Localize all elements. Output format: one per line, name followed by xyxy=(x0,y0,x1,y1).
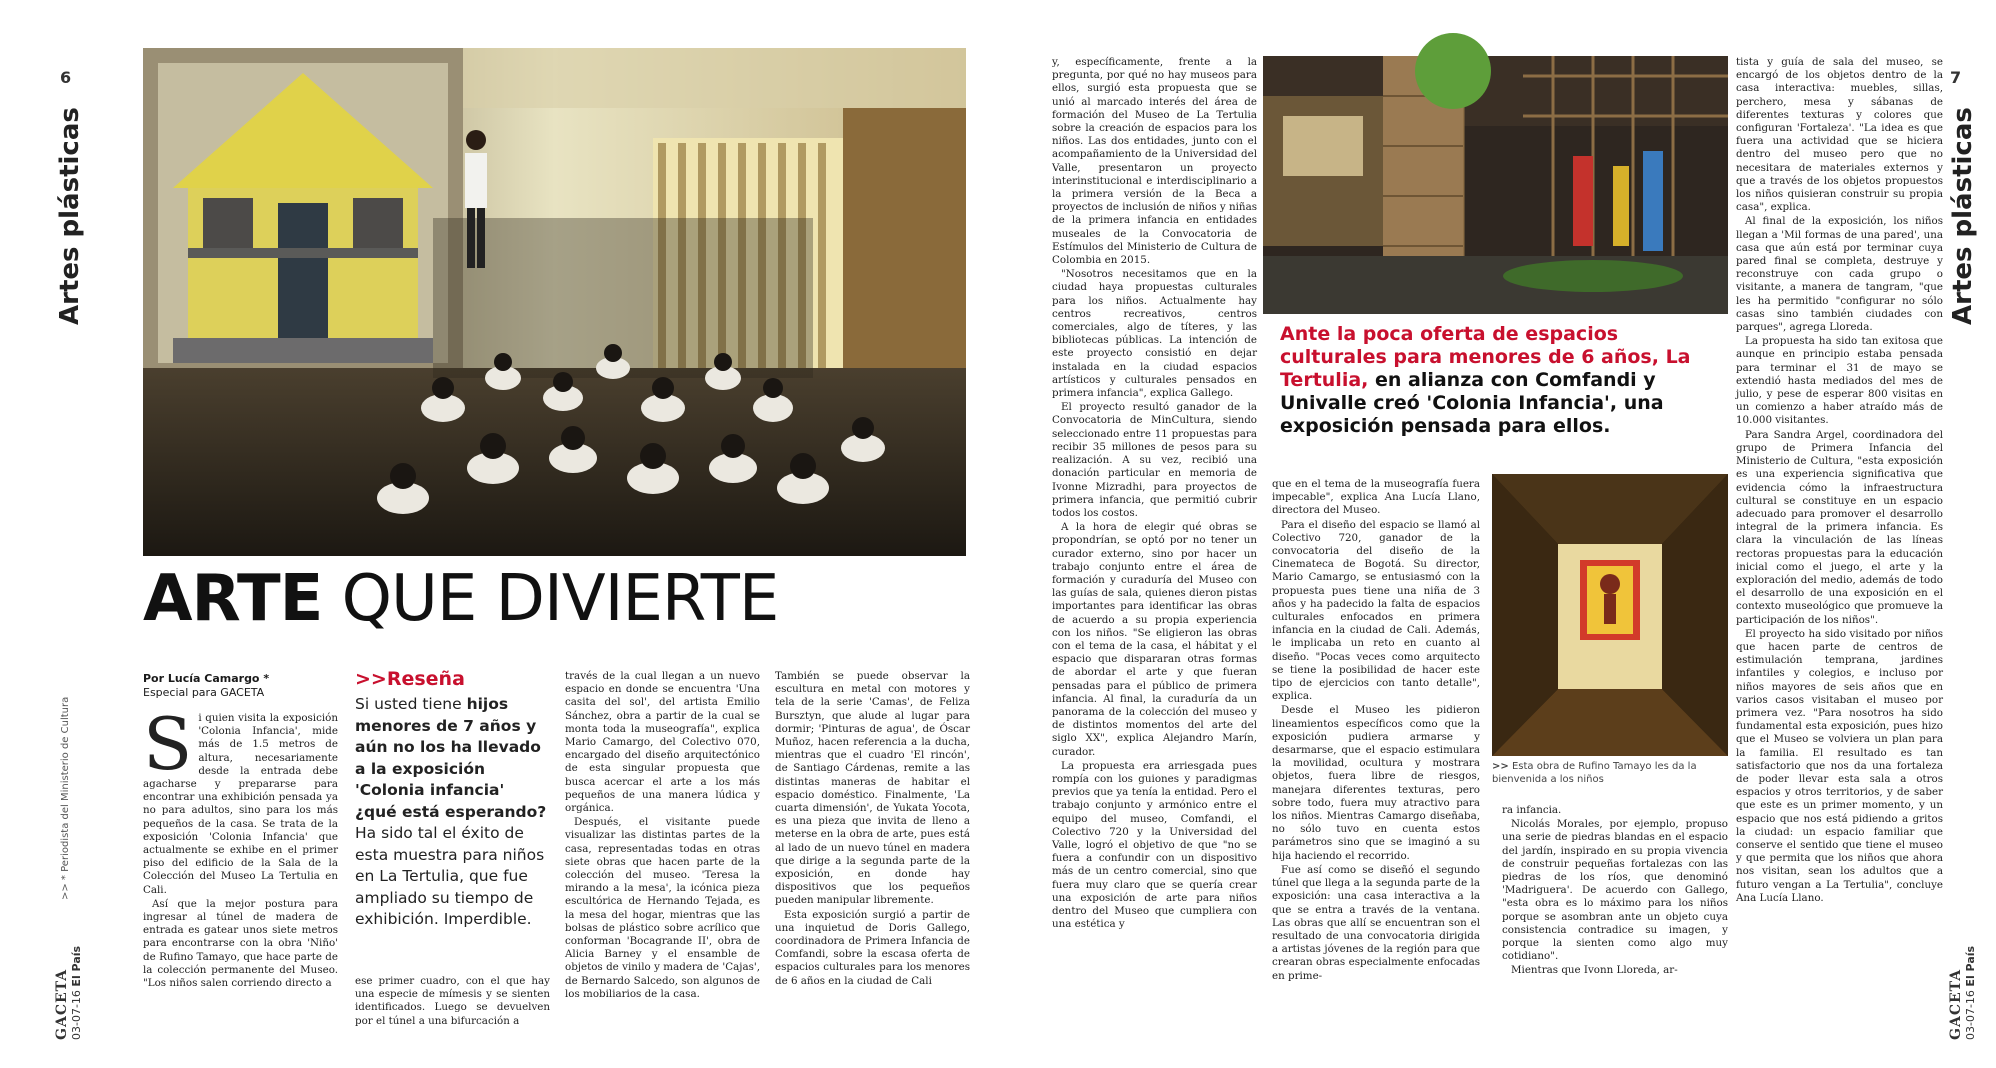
section-label-left: Artes plásticas xyxy=(55,107,85,325)
footer-left xyxy=(54,969,70,1040)
pull-quote xyxy=(1280,323,1730,438)
tamayo-photo xyxy=(1492,474,1728,756)
page-number-right: 7 xyxy=(1950,68,1962,87)
byline-role: Especial para GACETA xyxy=(143,686,265,699)
article-column-5: y, específicamente, frente a la pregunta, por qué no hay museos para ellos, surgió esta propuesta que se unió al marcado interés del área de formación del Museo de La Tertulia sobre la creación de espacios para los niños. Las dos entidades, junto con el acompañamiento de la Universidad del Valle, presentaron un proyecto interinstitucional e interdisciplinario a la primera versión de la Beca a proyectos de inclusión de niños y niñas de la primera infancia en entidades museales de la Convocatoria de Estímulos del Ministerio de Cultura de Colombia en 2015. "Nosotros necesitamos que en la ciudad haya propuestas culturales para los niños. Actualmente hay centros recreativos, centros comerciales, algo de títeres, y las bibliotecas públicas. La intención de este proyecto consistió en dejar instalada en la ciudad espacios artísticos y culturales pensados en primera infancia", explica Gallego. El proyecto resultó ganador de la Convocatoria de MinCultura, siendo seleccionado entre 11 propuestas para recibir 35 millones de pesos para su realización. A su vez, recibió una donación particular en memoria de Ivonne Mizradhi, para proyectos de primera infancia, que permitió cubrir todos los costos. A la hora de elegir qué obras se propondrían, se optó por no tener un curador externo, sino por hacer un trabajo conjunto entre el área de formación y curaduría del Museo con las guías de sala, quienes dieron pistas importantes para identificar las obras de acuerdo a su propia experiencia con los niños. "Se eligieron las obras con el tema de la casa, el hábitat y el espacio que dispararan otras formas de abordar el arte y que fueran pensadas para el público de primera infancia. Al final, la curaduría da un panorama de la colección del museo y de distintos momentos del arte del siglo XX", explica Alejandro Marín, curador. La propuesta era arriesgada pues rompía con los guiones y paradigmas previos que ya tenía la entidad. Pero el trabajo conjunto y armónico entre el equipo del museo, Comfandi, el Colectivo 720 y la Universidad del Valle, logró el objetivo de que "no se fuera a confundir con un dispositivo más de un centro comercial, sino que fuera muy claro que se quería crear una exposición de arte para niños dentro del Museo que cumpliera con una estética y xyxy=(1052,56,1257,931)
dropcap: S xyxy=(143,702,193,786)
right-page xyxy=(990,0,1996,1068)
caption-arrow-icon: >> xyxy=(1492,761,1509,772)
footer-date-right: 03-07-16 El País xyxy=(1964,945,1977,1040)
article-column-7: ra infancia. Nicolás Morales, por ejemplo, propuso una serie de piedras blandas en el espacio del jardín, inspirado en su propia vivencia de construir pequeñas fortalezas con las piedras de los ríos, que denominó 'Madriguera'. De acuerdo con Gallego, "esta obra es lo máximo para los niños porque se asombran ante un objeto cuya consistencia contradice su imagen, y porque la sienten como algo muy cotidiano". Mientras que Ivonn Lloreda, ar- xyxy=(1502,804,1728,977)
headline xyxy=(143,560,778,638)
exhibit-photo xyxy=(1263,56,1728,314)
pull-quote-rest: en alianza con Comfandi y Univalle creó 'Colonia Infancia', una exposición pensada para ellos. xyxy=(1280,369,1664,437)
photo-credit: >> * Periodista del Ministerio de Cultura xyxy=(60,696,71,900)
footer-brand-left: GACETA xyxy=(54,968,70,1040)
article-column-6: que en el tema de la museografía fuera impecable", explica Ana Lucía Llano, directora del Museo. Para el diseño del espacio se llamó al Colectivo 720, ganador de la convocatoria del diseño de la Cinemateca de Bogotá. Su director, Mario Camargo, se entusiasmó con la propuesta pues tiene una niña de 3 años y ha padecido la falta de espacios culturales enfocados en primera infancia en la ciudad de Cali. Además, le implicaba un reto en cuanto al diseño. "Pocas veces como arquitecto se tiene la posibilidad de hacer este tipo de ejercicios con tanto detalle", explica. Desde el Museo les pidieron lineamientos específicos como que la exposición pudiera armarse y desarmarse, que el espacio estimulara la movilidad, ocultura y mostrara objetos, fuera libre de riesgos, manejara diferentes texturas, pero sobre todo, fuera muy atractivo para los niños. Mientras Camargo diseñaba, no sólo tuvo en cuenta estos parámetros sino que se imaginó a su hija haciendo el recorrido. Fue así como se diseñó el segundo túnel que llega a la segunda parte de la exposición: una casa interactiva a la que se entra a través de la ventana. Las obras que allí se encuentran son el resultado de una convocatoria dirigida a artistas jóvenes de la región para que crearan obras especialmente enfocadas en prime- xyxy=(1272,478,1480,982)
article-column-1: Si quien visita la exposición 'Colonia Infancia', mide más de 1.5 metros de altura, necesariamente desde la entrada debe agacharse y prepararse para encontrar una exhibición pensada ya no para adultos, sino para los más pequeños de la casa. Se trata de la exposición 'Colonia Infancia' que actualmente se exhibe en el primer piso del edificio de la Sala de la Colección del Museo La Tertulia en Cali. Así que la mejor postura para ingresar al túnel de madera de entrada es gatear unos siete metros para encontrarse con la obra 'Niño' de Rufino Tamayo, que hace parte de la colección permanente del Museo. "Los niños salen corriendo directo a xyxy=(143,702,338,990)
footer-brand-right: GACETA xyxy=(1948,968,1964,1040)
section-label-right: Artes plásticas xyxy=(1948,107,1978,325)
credit-arrow-icon: >> xyxy=(60,880,71,900)
pull-quote-highlight: Ante la poca oferta de espacios culturales para menores de 6 años, La Tertulia, xyxy=(1280,323,1691,391)
footer-date-left: 03-07-16 El País xyxy=(70,945,83,1040)
left-page xyxy=(0,0,990,1068)
footer-right xyxy=(1948,969,1964,1040)
article-column-2-bottom: ese primer cuadro, con el que hay una especie de mímesis y se sienten identificados. Luego se devuelven por el túnel a una bifurcación a xyxy=(355,975,550,1027)
article-column-3: través de la cual llegan a un nuevo espacio en donde se encuentra 'Una casita del sol', del artista Emilio Sánchez, obra a partir de la cual se monta toda la museografía", explica Mario Camargo, del Colectivo 070, encargado del diseño arquitectónico de esta singular propuesta que busca acercar el arte a los más pequeños de una manera lúdica y orgánica. Después, el visitante puede visualizar las distintas partes de la casa, representadas todas en otras siete obras que hacen parte de la colección del museo. 'Teresa la mirando a la mesa', la icónica pieza escultórica de Hernando Tejada, es la mesa del hogar, mientras que las bolsas de plástico sobre acrílico que conforman 'Bocagrande II', obra de Alicia Barney y el ensamble de objetos de vinilo y madera de 'Cajas', de Bernardo Salcedo, son algunos de los mobiliarios de la casa. xyxy=(565,670,760,1000)
headline-bold: ARTE xyxy=(143,562,323,636)
resena-intro: Si usted tiene hijos menores de 7 años y aún no los ha llevado a la exposición 'Colonia infancia' ¿qué está esperando? Ha sido tal el éxito de esta muestra para niños en La Tertulia, que fue ampliado su tiempo de exhibición. Imperdible. xyxy=(355,695,547,928)
main-photo xyxy=(143,48,966,556)
byline-author: Por Lucía Camargo * xyxy=(143,672,270,685)
article-column-8: tista y guía de sala del museo, se encargó de los objetos dentro de la casa interactiva: muebles, sillas, perchero, mesa y sábanas de diferentes texturas y colores que configuran 'Fortaleza'. "La idea es que fuera una actividad que se hiciera dentro del museo pero que no necesitara de materiales externos y que a través de los objetos propuestos los niños quisieran construir su propia casa", explica. Al final de la exposición, los niños llegan a 'Mil formas de una pared', una casa que aún está por terminar cuya pared final se completa, destruye y reconstruye con cada grupo o visitante, a manera de tangram, "que les ha permitido "configurar no sólo casas sino también ciudades con parques", agrega Lloreda. La propuesta ha sido tan exitosa que aunque en principio estaba pensada para terminar el 31 de mayo se extendió hasta mediados del mes de julio, y pese de esperar 800 visitas en un comienzo a haber atraído más de 10.000 visitantes. Para Sandra Argel, coordinadora del grupo de Primera Infancia del Ministerio de Cultura, "esta exposición es una experiencia significativa que evidencia cómo la infraestructura cultural se constituye en un espacio adecuado para promover el desarrollo integral de la primera infancia. Es clara la vinculación de las líneas rectoras propuestas para la educación inicial como el juego, el arte y la exploración del medio, además de todo el desarrollo de una exposición en el contexto museológico que promueve la participación de los niños". El proyecto ha sido visitado por niños que hacen parte de centros de estimulación temprana, jardines infantiles y colegios, e incluso por niños mayores de seis años que en varios casos visitaban el museo por primera vez. "Para nosotros ha sido fundamental esta exposición, pues hizo que el Museo se volviera un plan para la familia. El resultado es tan satisfactorio que nos da una fortaleza de poder llevar esta sala a otros espacios y otros territorios, y de saber que este es un primer momento, y un espacio que nos está pidiendo a gritos la ciudad: un espacio familiar que conserve el sentido que tiene el museo y que permita que los niños que ahora nos visitan, sean los adultos que a futuro vengan a La Tertulia", concluye Ana Lucía Llano. xyxy=(1736,56,1943,904)
resena-box xyxy=(355,668,550,931)
page-number-left: 6 xyxy=(60,68,72,87)
byline xyxy=(143,672,269,700)
headline-light: QUE DIVIERTE xyxy=(341,562,779,636)
photo-caption: >> Esta obra de Rufino Tamayo les da la bienvenida a los niños xyxy=(1492,761,1697,785)
article-column-4: También se puede observar la escultura en metal con motores y tela de la serie 'Camas', de Feliza Bursztyn, que alude al lugar para dormir; 'Pinturas de agua', de Óscar Muñoz, hacen referencia a la ducha, mientras que el cuadro 'El rincón', de Santiago Cárdenas, remite a las distintas maneras de habitar el espacio doméstico. Finalmente, 'La cuarta dimensión', de Yukata Yocota, es una pieza que invita de lleno a meterse en la obra de arte, pues está al lado de un nuevo túnel en madera que dirige a la segunda parte de la exposición, en donde hay dispositivos que los pequeños pueden manipular libremente. Esta exposición surgió a partir de una inquietud de Doris Gallego, coordinadora de Primera Infancia de Comfandi, sobre la escasa oferta de espacios culturales para los menores de 6 años en la ciudad de Cali xyxy=(775,670,970,987)
resena-label: >>Reseña xyxy=(355,668,465,690)
